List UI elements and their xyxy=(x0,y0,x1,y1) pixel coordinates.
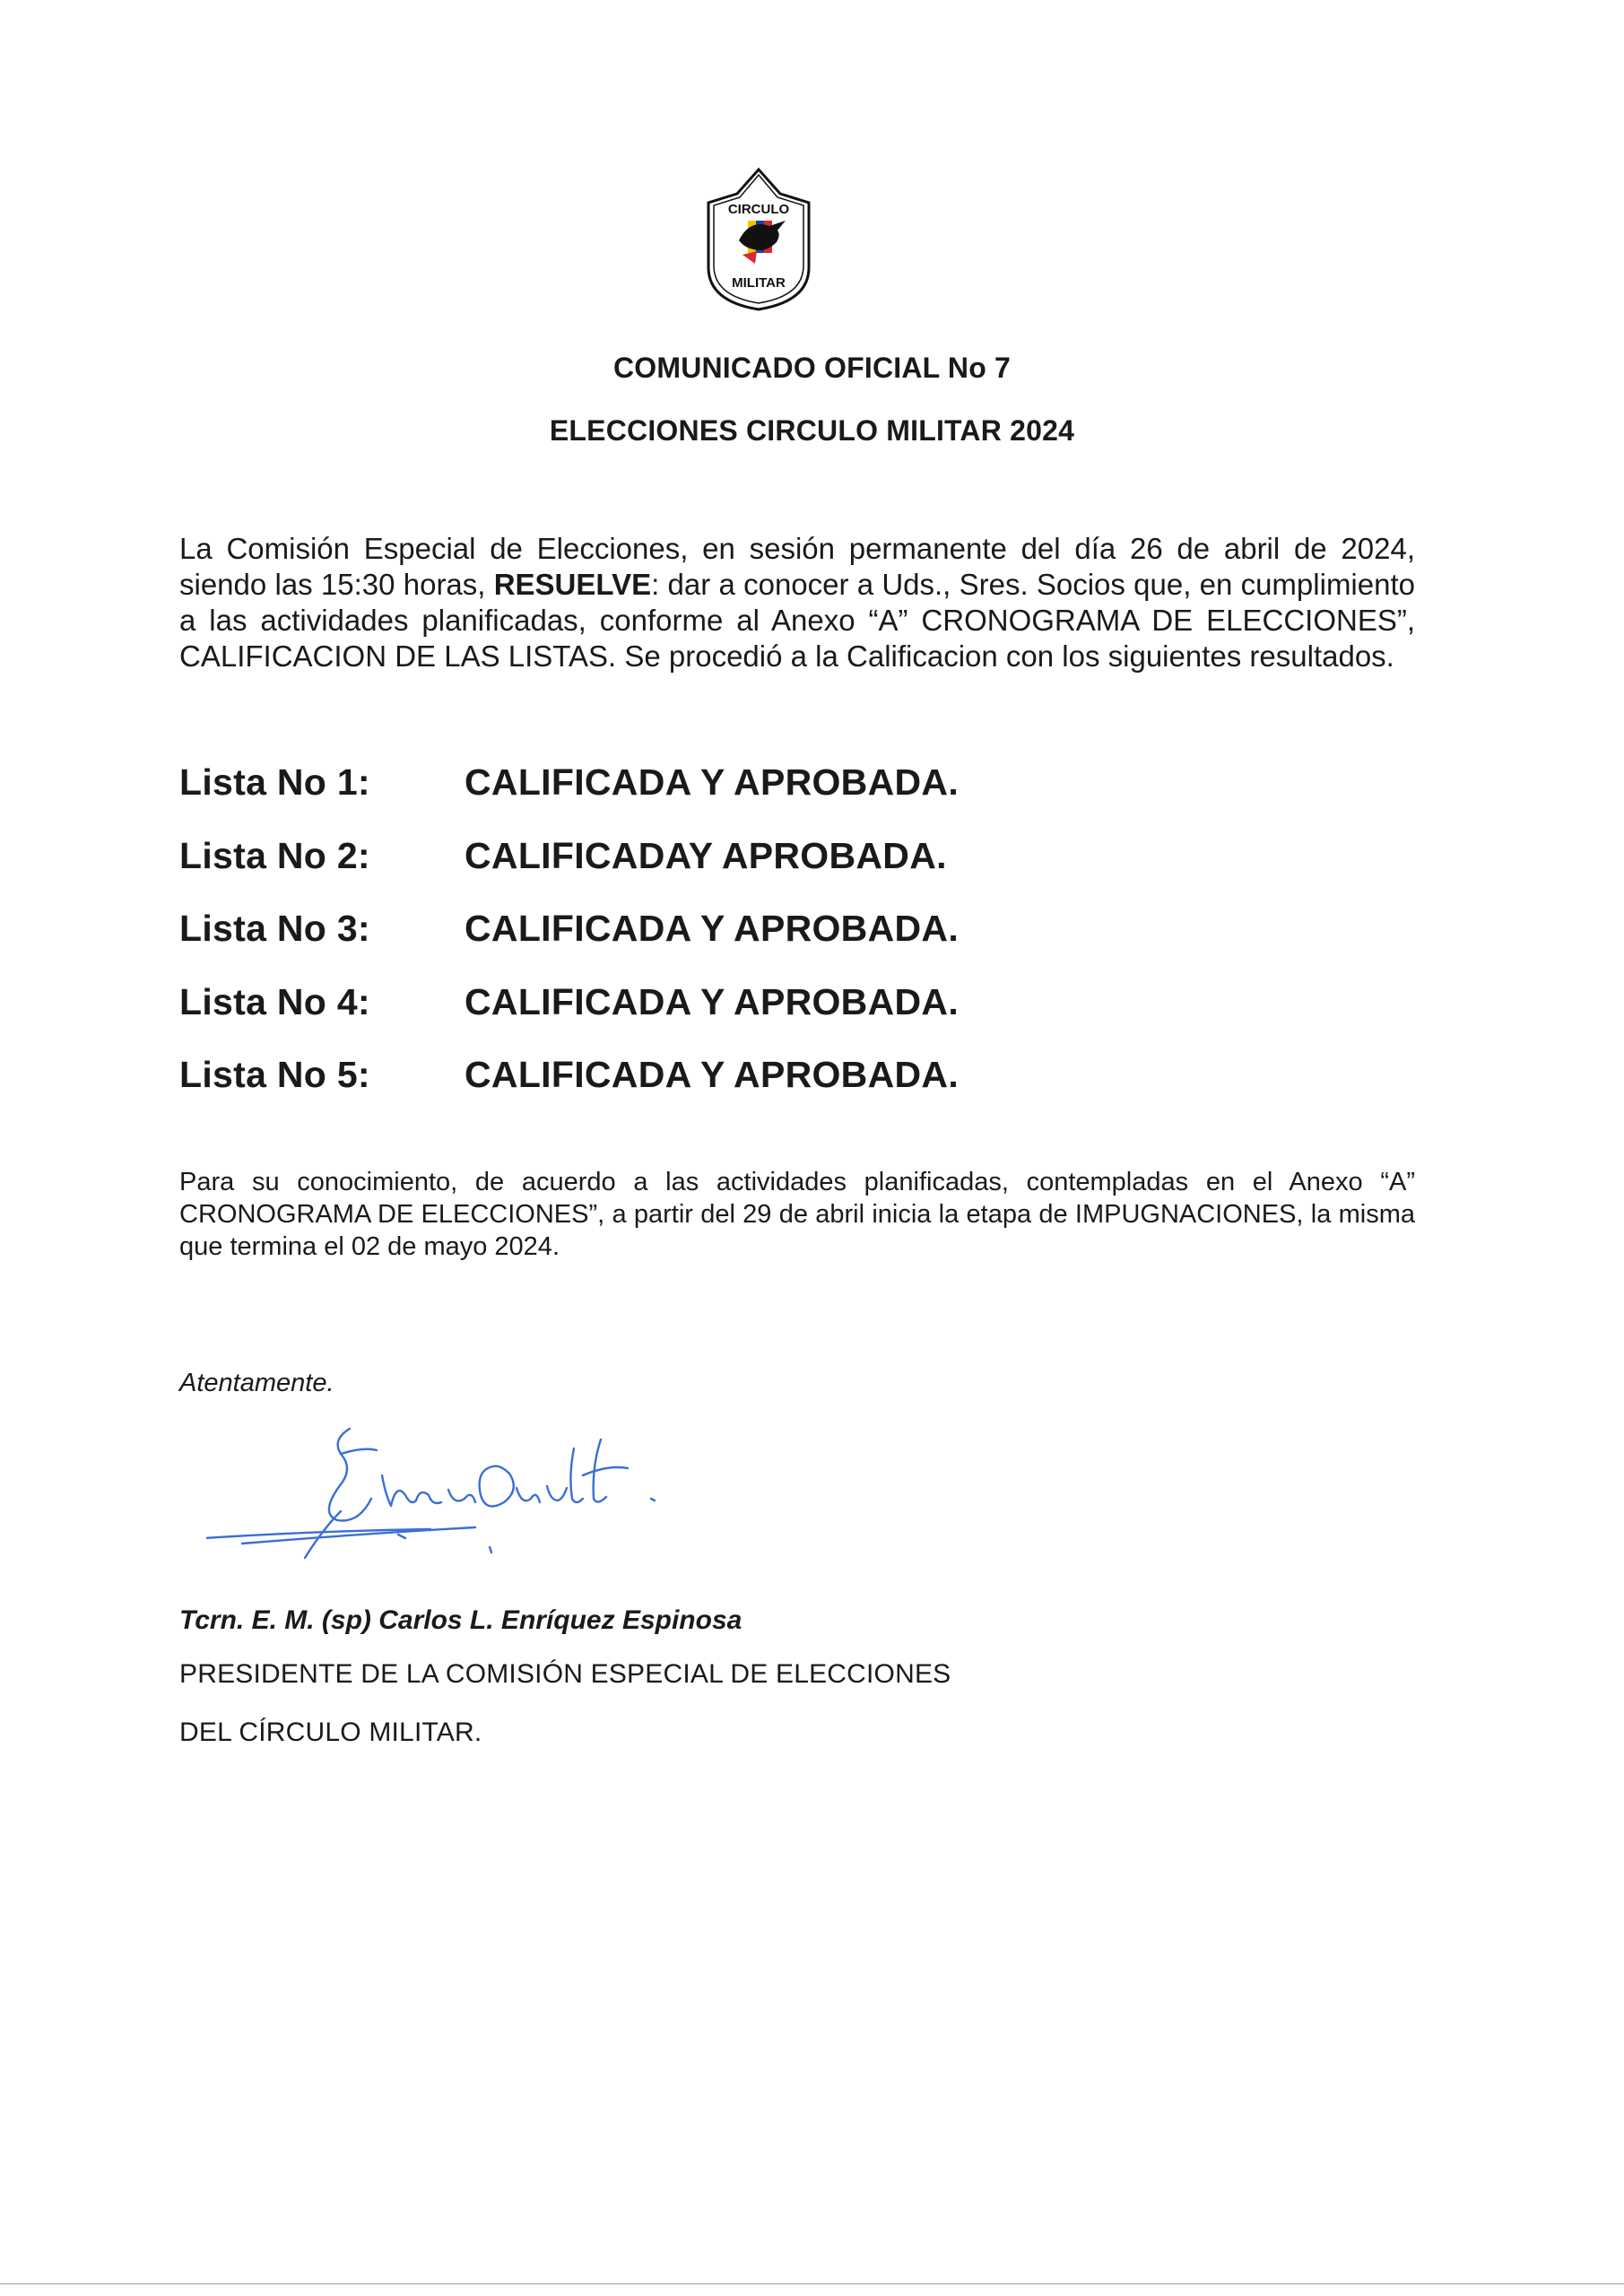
list-label: Lista No 1: xyxy=(179,761,370,804)
salutation: Atentamente. xyxy=(179,1369,334,1397)
signer-title-line-1: PRESIDENTE DE LA COMISIÓN ESPECIAL DE ELECCIONES xyxy=(179,1659,951,1689)
svg-text:MILITAR: MILITAR xyxy=(732,275,786,291)
list-item xyxy=(179,1039,1435,1112)
handwritten-signature xyxy=(206,1413,690,1565)
signer-title-line-2: DEL CÍRCULO MILITAR. xyxy=(179,1718,482,1747)
list-item xyxy=(179,892,1435,966)
document-subtitle: ELECCIONES CIRCULO MILITAR 2024 xyxy=(549,414,1075,447)
scan-edge-line xyxy=(0,2283,1624,2284)
list-label: Lista No 2: xyxy=(179,834,370,876)
list-status: CALIFICADA Y APROBADA. xyxy=(465,1054,960,1096)
list-label: Lista No 5: xyxy=(179,1054,370,1096)
list-label: Lista No 4: xyxy=(179,980,370,1022)
intro-text-end: : dar a conocer a Uds., Sres. Socios que, en cumplimiento a las actividades planificadas, conforme al Anexo “A” CRONOGRAMA DE ELECCIONES”, CALIFICACION DE LAS LISTAS. Se procedió a la Calificacion con los siguientes resultados. xyxy=(179,568,1415,673)
intro-paragraph xyxy=(179,531,1415,674)
list-status: CALIFICADA Y APROBADA. xyxy=(465,908,960,950)
list-label: Lista No 3: xyxy=(179,908,370,950)
notice-paragraph: Para su conocimiento, de acuerdo a las actividades planificadas, contempladas en el Anexo “A” CRONOGRAMA DE ELECCIONES”, a partir del 29 de abril inicia la etapa de IMPUGNACIONES, la misma que termina el 02 de mayo 2024. xyxy=(179,1168,1415,1261)
signer-name: Tcrn. E. M. (sp) Carlos L. Enríquez Espinosa xyxy=(179,1605,743,1635)
svg-text:CIRCULO: CIRCULO xyxy=(727,202,790,217)
list-status: CALIFICADA Y APROBADA. xyxy=(465,761,960,804)
resuelve-keyword: RESUELVE xyxy=(493,568,652,601)
list-item xyxy=(179,966,1435,1039)
list-item xyxy=(179,746,1435,820)
intro-text-start: La Comisión Especial de Elecciones, en sesión permanente del día 26 de abril de 2024, siendo las 15:30 horas, xyxy=(179,532,1415,601)
document-title: COMUNICADO OFICIAL No 7 xyxy=(612,352,1012,384)
list-item xyxy=(179,820,1435,893)
lists-results xyxy=(179,746,1435,1112)
list-status: CALIFICADA Y APROBADA. xyxy=(465,980,960,1022)
circulo-militar-logo xyxy=(703,167,814,312)
list-status: CALIFICADAY APROBADA. xyxy=(465,834,947,876)
